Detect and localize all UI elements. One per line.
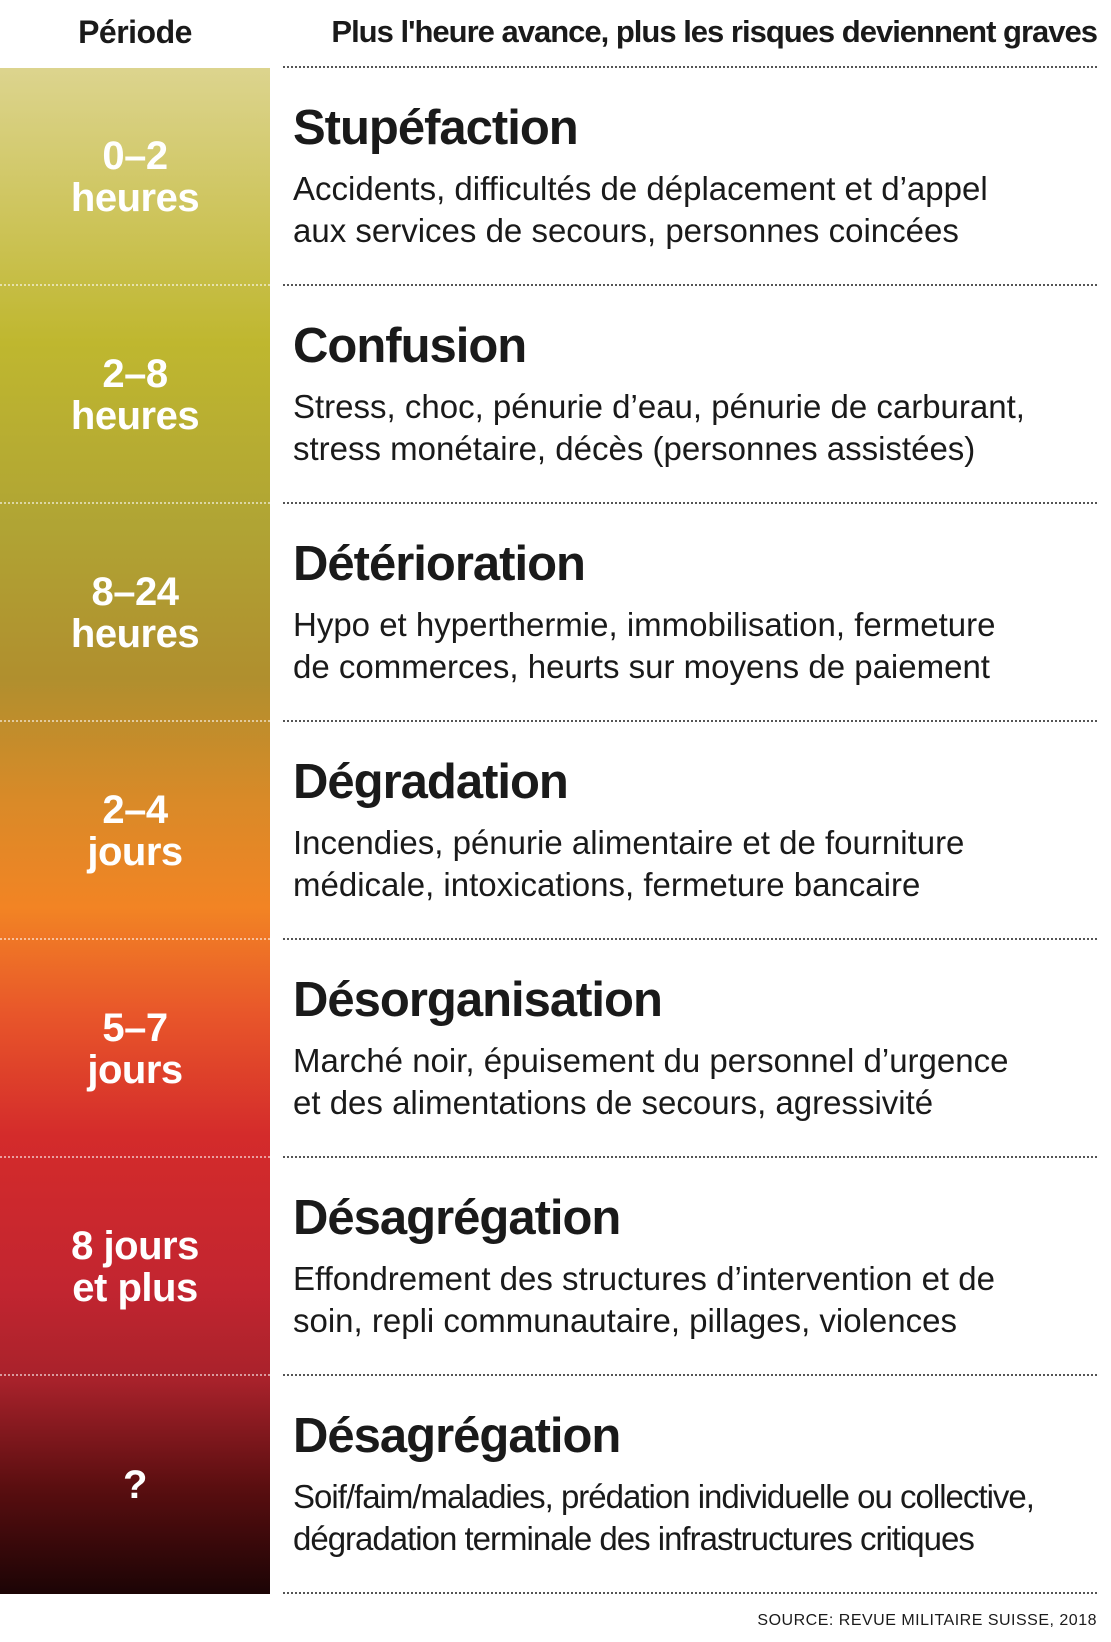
table-row [0, 504, 1111, 722]
period-label: 0–2 heures [70, 134, 200, 220]
header [0, 0, 1111, 68]
table-row [0, 1376, 1111, 1594]
risk-description: Marché noir, épuisement du personnel d’urgence et des alimentations de secours, agressivité [293, 1042, 1009, 1121]
table-row [0, 940, 1111, 1158]
period-label: 2–4 jours [87, 788, 183, 874]
risk-title: Désagrégation [293, 1191, 621, 1245]
period-cell [0, 722, 270, 940]
period-column-header: Période [78, 14, 192, 50]
period-cell [0, 940, 270, 1158]
risk-description: Hypo et hyperthermie, immobilisation, fermeture de commerces, heurts sur moyens de paiement [293, 606, 996, 685]
risk-title: Désagrégation [293, 1409, 621, 1463]
table-row [0, 1158, 1111, 1376]
period-cell [0, 1158, 270, 1376]
period-cell [0, 504, 270, 722]
row-divider [283, 1592, 1097, 1594]
risk-title: Dégradation [293, 755, 568, 809]
table-row [0, 722, 1111, 940]
period-label: ? [123, 1463, 147, 1507]
risk-title: Confusion [293, 319, 527, 373]
period-label: 8–24 heures [70, 570, 200, 656]
risk-column-header: Plus l'heure avance, plus les risques deviennent graves [331, 14, 1097, 49]
period-cell [0, 286, 270, 504]
risk-description: Soif/faim/maladies, prédation individuelle ou collective, dégradation terminale des infrastructures critiques [293, 1478, 1034, 1557]
risk-title: Désorganisation [293, 973, 662, 1027]
table-row [0, 286, 1111, 504]
risk-description: Stress, choc, pénurie d’eau, pénurie de carburant, stress monétaire, décès (personnes assistées) [293, 388, 1025, 467]
period-label: 5–7 jours [87, 1006, 183, 1092]
risk-description: Accidents, difficultés de déplacement et d’appel aux services de secours, personnes coincées [293, 170, 988, 249]
risk-description: Incendies, pénurie alimentaire et de fourniture médicale, intoxications, fermeture bancaire [293, 824, 965, 903]
source-note: SOURCE: REVUE MILITAIRE SUISSE, 2018 [757, 1612, 1097, 1629]
period-cell [0, 1376, 270, 1594]
risk-title: Détérioration [293, 537, 585, 591]
risk-title: Stupéfaction [293, 101, 578, 155]
period-label: 2–8 heures [70, 352, 200, 438]
table-row [0, 68, 1111, 286]
risk-description: Effondrement des structures d’intervention et de soin, repli communautaire, pillages, violences [293, 1260, 995, 1339]
period-cell [0, 68, 270, 286]
period-label: 8 jours et plus [71, 1224, 199, 1310]
